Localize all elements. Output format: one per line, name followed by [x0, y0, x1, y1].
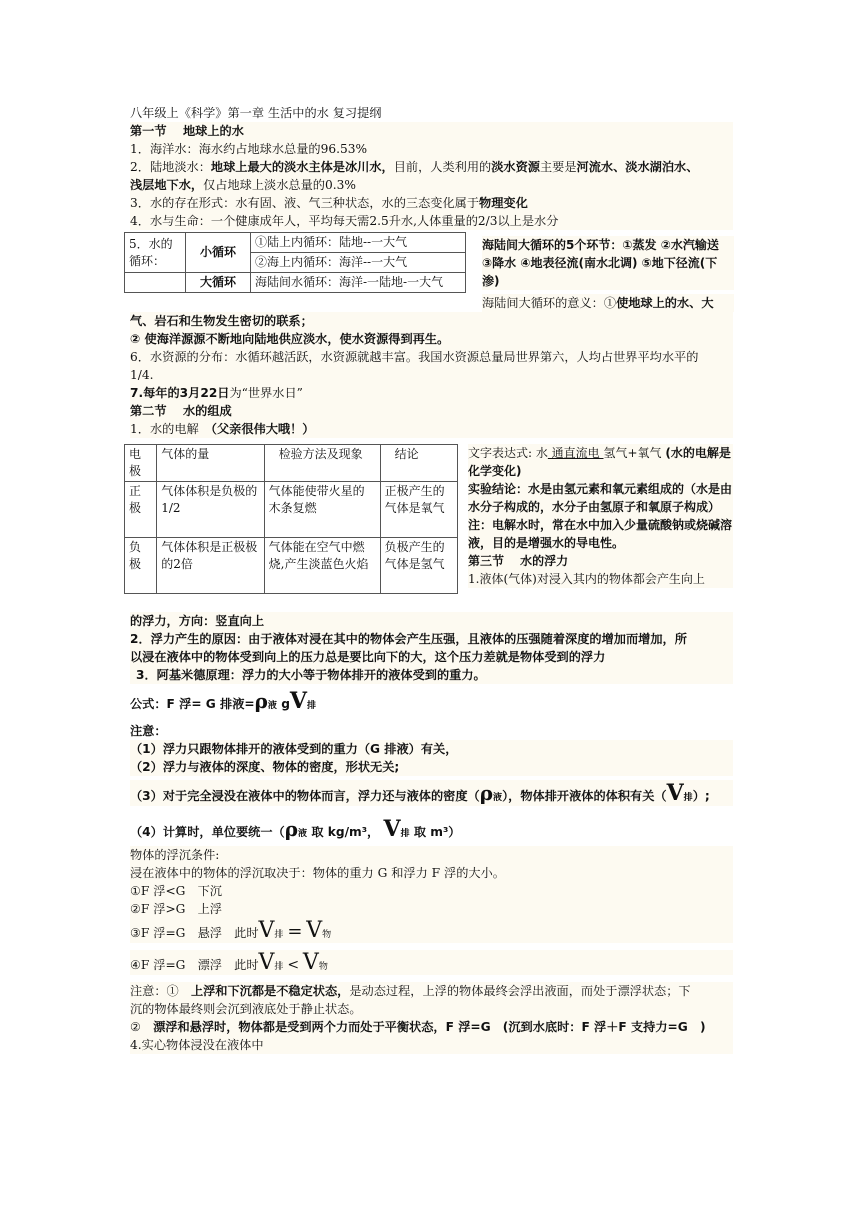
note-heading: 注意： — [130, 724, 167, 738]
document-title: 八年级上《科学》第一章 生活中的水 复习提纲 — [130, 106, 382, 120]
table-header: 电极 — [125, 445, 157, 482]
balance-note: ② 漂浮和悬浮时，物体都是受到两个力而处于平衡状态，F 浮=G (沉到水底时：F 浮＋F 支持力=G ) — [130, 1018, 733, 1036]
section-3-heading: 第三节 水的浮力 — [468, 554, 569, 568]
electrolysis-notes — [468, 444, 733, 588]
stability-note-2: 沉的物体最终则会沉到液底处于静止状态。 — [130, 1000, 733, 1018]
table-cell: 正极 — [125, 482, 157, 538]
table-cell: 气体体积是正极极的2倍 — [157, 538, 264, 594]
table-cell: 气体体积是负极的1/2 — [157, 482, 264, 538]
water-cycle-table — [124, 232, 466, 293]
line-ocean-water: 1．海洋水：海水约占地球水总量的96.53% — [130, 140, 733, 158]
small-cycle-label: 小循环 — [186, 233, 251, 273]
table-header: 气体的量 — [157, 445, 264, 482]
line-electrolysis: 1．水的电解 （父亲很伟大哦！） — [130, 420, 733, 438]
note-1: （1）浮力只跟物体排开的液体受到的重力（G 排液）有关， — [130, 740, 733, 758]
buoyancy-cause-2: 以浸在液体中的物体受到向上的压力总是要比向下的大，这个压力差就是物体受到的浮力 — [130, 648, 733, 666]
v-symbol: V — [289, 688, 307, 714]
line-water-distribution: 6．水资源的分布：水循环越活跃，水资源就越丰富。我国水资源总量局世界第六，人均占世界平均水平的 — [130, 348, 733, 366]
cycle-label: 5．水的循环： — [125, 233, 186, 273]
line-meaning-2: ② 使海洋源源不断地向陆地供应淡水，使水资源得到再生。 — [130, 330, 733, 348]
note-2: （2）浮力与液体的深度、物体的密度，形状无关; — [130, 758, 733, 776]
table-cell: 气体能在空气中燃烧,产生淡蓝色火焰 — [264, 538, 380, 594]
stability-note-1: 注意：① 上浮和下沉都是不稳定状态，是动态过程，上浮的物体最终会浮出液面，而处于漂浮状态；下 — [130, 982, 733, 1000]
archimedes-principle: 3．阿基米德原理：浮力的大小等于物体排开的液体受到的重力。 — [130, 666, 733, 684]
line-groundwater: 浅层地下水，仅占地球上淡水总量的0.3% — [130, 176, 733, 194]
condition-sink: ①F 浮<G 下沉 — [130, 882, 733, 900]
condition-suspend: ③F 浮=G 悬浮 此时V排 = V物 — [130, 918, 733, 943]
table-header: 检验方法及现象 — [264, 445, 380, 482]
cycle-row-sea-land: 海陆间水循环：海洋-一陆地-一大气 — [251, 273, 466, 293]
section-1-heading: 第一节 地球上的水 — [130, 122, 733, 140]
cycle-row-land: ①陆上内循环：陆地--一大气 — [251, 233, 466, 253]
big-cycle-label: 大循环 — [186, 273, 251, 293]
condition-float: ④F 浮=G 漂浮 此时V排 < V物 — [130, 950, 733, 975]
big-cycle-stages: 海陆间大循环的5个环节：①蒸发 ②水汽输送 ③降水 ④地表径流(南水北调) ⑤地下径流(下渗) — [482, 238, 736, 288]
buoyancy-intro: 1.液体(气体)对浸入其内的物体都会产生向上 — [468, 572, 705, 586]
float-sink-rule: 浸在液体中的物体的浮沉取决于：物体的重力 G 和浮力 F 浮的大小。 — [130, 864, 733, 882]
line-distribution-ratio: 1/4. — [130, 366, 733, 384]
line-world-water-day: 7.每年的3月22日为“世界水日” — [130, 384, 733, 402]
table-cell: 负极产生的气体是氢气 — [380, 538, 457, 594]
note-4: （4）计算时，单位要统一（ρ液 取 kg/m³， V排 取 m³） — [130, 816, 461, 842]
rho-symbol: ρ — [254, 689, 268, 713]
buoyancy-direction: 的浮力，方向：竖直向上 — [130, 612, 733, 630]
electrolysis-note: 注：电解水时，常在水中加入少量硫酸钠或烧碱溶液，目的是增强水的导电性。 — [468, 518, 733, 550]
big-cycle-meaning: 海陆间大循环的意义：①使地球上的水、大 — [482, 294, 734, 312]
table-header: 结论 — [380, 445, 457, 482]
line-water-life: 4．水与生命：一个健康成年人，平均每天需2.5升水,人体重量的2/3以上是水分 — [130, 212, 733, 230]
electrolysis-table — [124, 444, 458, 594]
float-sink-heading: 物体的浮沉条件: — [130, 846, 733, 864]
table-cell: 正极产生的气体是氧气 — [380, 482, 457, 538]
cycle-row-sea: ②海上内循环：海洋--一大气 — [251, 253, 466, 273]
condition-rise: ②F 浮>G 上浮 — [130, 900, 733, 918]
table-cell: 负极 — [125, 538, 157, 594]
buoyancy-formula: 公式：F 浮= G 排液=ρ液 gV排 — [130, 688, 317, 714]
experiment-conclusion: 实验结论：水是由氢元素和氧元素组成的（水是由水分子构成的，水分子由氢原子和氧原子构成） — [468, 482, 733, 514]
section-2-heading: 第二节 水的组成 — [130, 402, 733, 420]
solid-object-note: 4.实心物体浸没在液体中 — [130, 1036, 733, 1054]
line-water-states: 3．水的存在形式：水有固、液、气三种状态，水的三态变化属于物理变化 — [130, 194, 733, 212]
line-meaning-1: 气、岩石和生物发生密切的联系； — [130, 312, 733, 330]
word-equation: 文字表达式: 水 通直流电 氢气+氧气 (水的电解是化学变化) — [468, 446, 731, 478]
buoyancy-cause-1: 2．浮力产生的原因：由于液体对浸在其中的物体会产生压强，且液体的压强随着深度的增加而增加，所 — [130, 630, 733, 648]
line-fresh-water: 2．陆地淡水：地球上最大的淡水主体是冰川水，目前，人类利用的淡水资源主要是河流水、淡水湖泊水、 — [130, 158, 733, 176]
note-3: （3）对于完全浸没在液体中的物体而言，浮力还与液体的密度（ρ液），物体排开液体的体积有关（V排）; — [130, 780, 733, 806]
table-cell: 气体能使带火星的木条复燃 — [264, 482, 380, 538]
